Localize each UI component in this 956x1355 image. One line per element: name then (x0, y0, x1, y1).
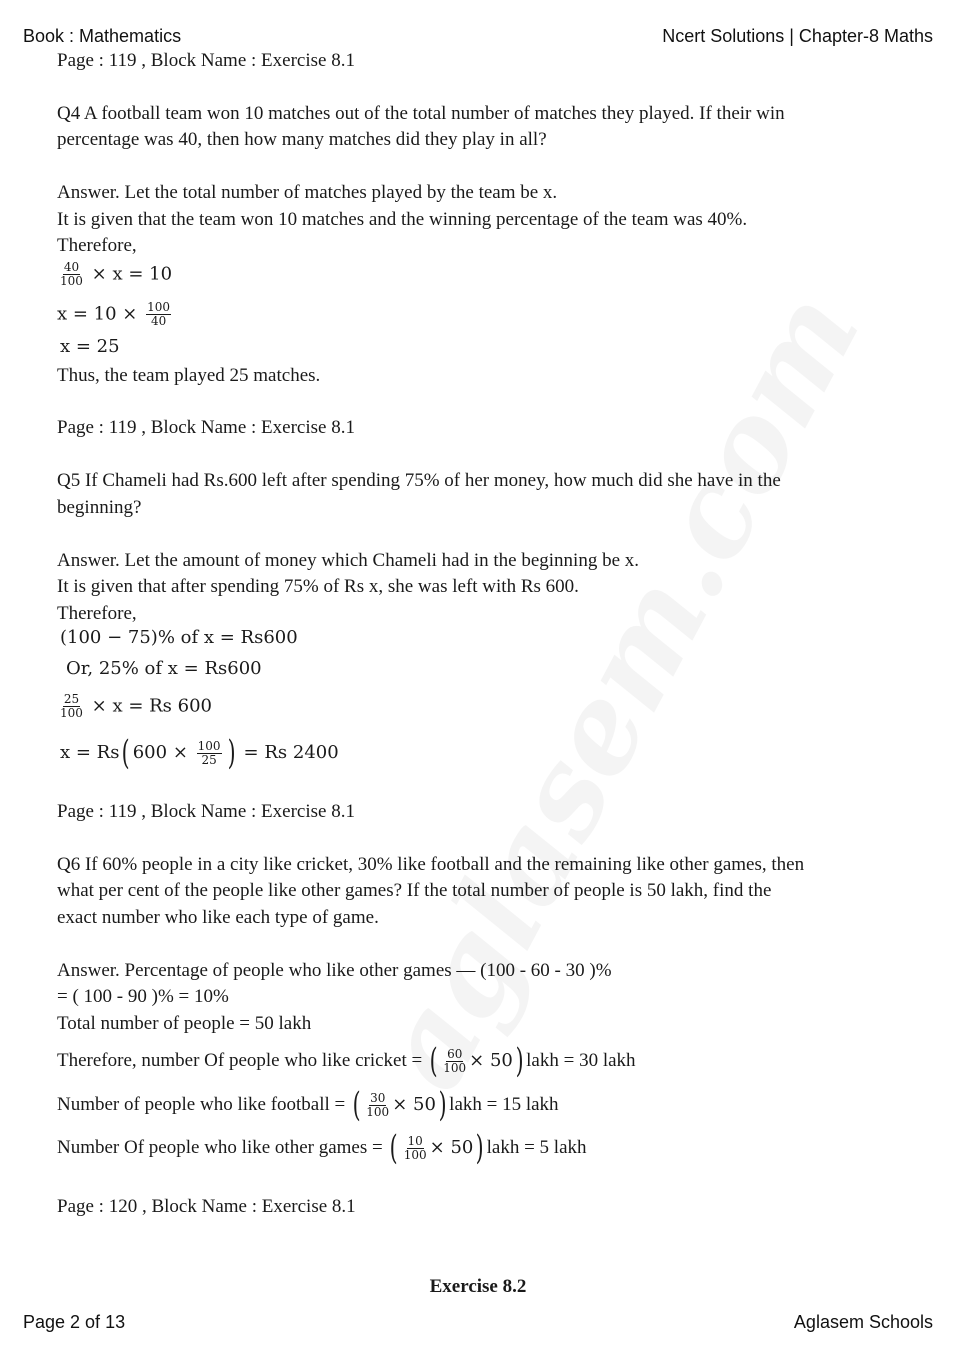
answer-text: Answer. Let the total number of matches played by the team be x. (57, 182, 558, 203)
right-paren: ) (515, 1041, 524, 1081)
answer-text: Total number of people = 50 lakh (57, 1013, 312, 1034)
question-text: beginning? (57, 497, 142, 518)
answer-text: Therefore, number Of people who like cricket = (57, 1050, 423, 1071)
right-paren: ) (476, 1128, 484, 1168)
math-text: × 50 (392, 1094, 436, 1115)
math-line: x = 25 (60, 336, 120, 357)
page-reference: Page : 119 , Block Name : Exercise 8.1 (57, 50, 355, 71)
answer-text: It is given that after spending 75% of Rs x, she was left with Rs 600. (57, 576, 579, 597)
left-paren: ( (429, 1041, 438, 1081)
denominator: 100 (60, 706, 83, 720)
math-line (57, 301, 174, 328)
math-text: × 50 (429, 1137, 474, 1158)
numerator: 40 (63, 260, 80, 274)
fraction (366, 1092, 389, 1119)
math-line: Or, 25% of x = Rs600 (66, 658, 262, 679)
math-text: × x = 10 (91, 263, 173, 285)
denominator: 40 (150, 314, 167, 328)
answer-result-other (57, 1128, 587, 1168)
left-paren: ( (122, 733, 131, 773)
answer-text: Therefore, (57, 603, 137, 624)
answer-result-cricket (57, 1041, 636, 1081)
answer-text: Number of people who like football = (57, 1094, 346, 1115)
math-line: (100 − 75)% of x = Rs600 (60, 627, 298, 648)
footer-publisher: Aglasem Schools (793, 1312, 933, 1332)
right-paren: ) (227, 733, 236, 773)
left-paren: ( (352, 1085, 361, 1125)
header-chapter: Ncert Solutions | Chapter-8 Maths (662, 26, 933, 46)
answer-text: Therefore, (57, 235, 137, 256)
answer-text: lakh = 5 lakh (486, 1137, 587, 1158)
footer-page-number: Page 2 of 13 (23, 1312, 126, 1332)
page-reference: Page : 119 , Block Name : Exercise 8.1 (57, 801, 355, 822)
question-text: Q4 A football team won 10 matches out of the total number of matches they played. If their win (57, 103, 785, 124)
question-text: percentage was 40, then how many matches did they play in all? (57, 129, 547, 150)
numerator: 10 (407, 1133, 423, 1148)
numerator: 100 (197, 738, 221, 753)
fraction (60, 693, 83, 720)
answer-text: = ( 100 - 90 )% = 10% (57, 986, 229, 1007)
answer-text: lakh = 15 lakh (449, 1094, 559, 1115)
question-text: Q5 If Chameli had Rs.600 left after spending 75% of her money, how much did she have in the (57, 470, 781, 491)
page-reference: Page : 119 , Block Name : Exercise 8.1 (57, 417, 355, 438)
answer-text: Answer. Percentage of people who like other games — (100 - 60 - 30 )% (57, 960, 612, 981)
denominator: 100 (366, 1104, 390, 1119)
page-reference: Page : 120 , Block Name : Exercise 8.1 (57, 1196, 356, 1217)
header-book: Book : Mathematics (23, 26, 182, 46)
watermark (351, 270, 888, 1111)
math-text: x = Rs (60, 742, 120, 763)
answer-text: It is given that the team won 10 matches and the winning percentage of the team was 40%. (57, 209, 748, 230)
denominator: 25 (201, 752, 217, 767)
denominator: 100 (60, 274, 83, 288)
fraction (404, 1135, 427, 1162)
fraction (443, 1048, 466, 1075)
answer-result-football (57, 1085, 559, 1125)
math-text: × x = Rs 600 (91, 695, 212, 717)
question-text: exact number who like each type of game. (57, 907, 379, 928)
answer-text: Answer. Let the amount of money which Chameli had in the beginning be x. (57, 550, 640, 571)
answer-text: Number Of people who like other games = (57, 1137, 383, 1158)
answer-text: lakh = 30 lakh (526, 1050, 636, 1071)
right-paren: ) (438, 1085, 447, 1125)
fraction (197, 740, 222, 767)
denominator: 100 (403, 1147, 427, 1162)
denominator: 100 (443, 1060, 467, 1075)
math-line (60, 733, 339, 773)
fraction (146, 301, 171, 328)
left-paren: ( (390, 1128, 399, 1168)
numerator: 25 (63, 692, 80, 706)
numerator: 30 (370, 1090, 386, 1105)
question-text: Q6 If 60% people in a city like cricket, 30% like football and the remaining like other games, then (57, 854, 805, 875)
math-text: 600 × (132, 742, 188, 763)
numerator: 100 (147, 300, 171, 314)
math-text: x = 10 × (57, 303, 138, 325)
math-text: = Rs 2400 (243, 742, 339, 763)
numerator: 60 (447, 1046, 463, 1061)
fraction (60, 261, 83, 288)
section-heading: Exercise 8.2 (429, 1276, 527, 1297)
answer-conclusion: Thus, the team played 25 matches. (57, 365, 321, 386)
math-line (57, 261, 172, 288)
question-text: what per cent of the people like other games? If the total number of people is 50 lakh, find the (57, 880, 772, 901)
math-line (57, 693, 212, 720)
math-text: × 50 (469, 1050, 513, 1071)
